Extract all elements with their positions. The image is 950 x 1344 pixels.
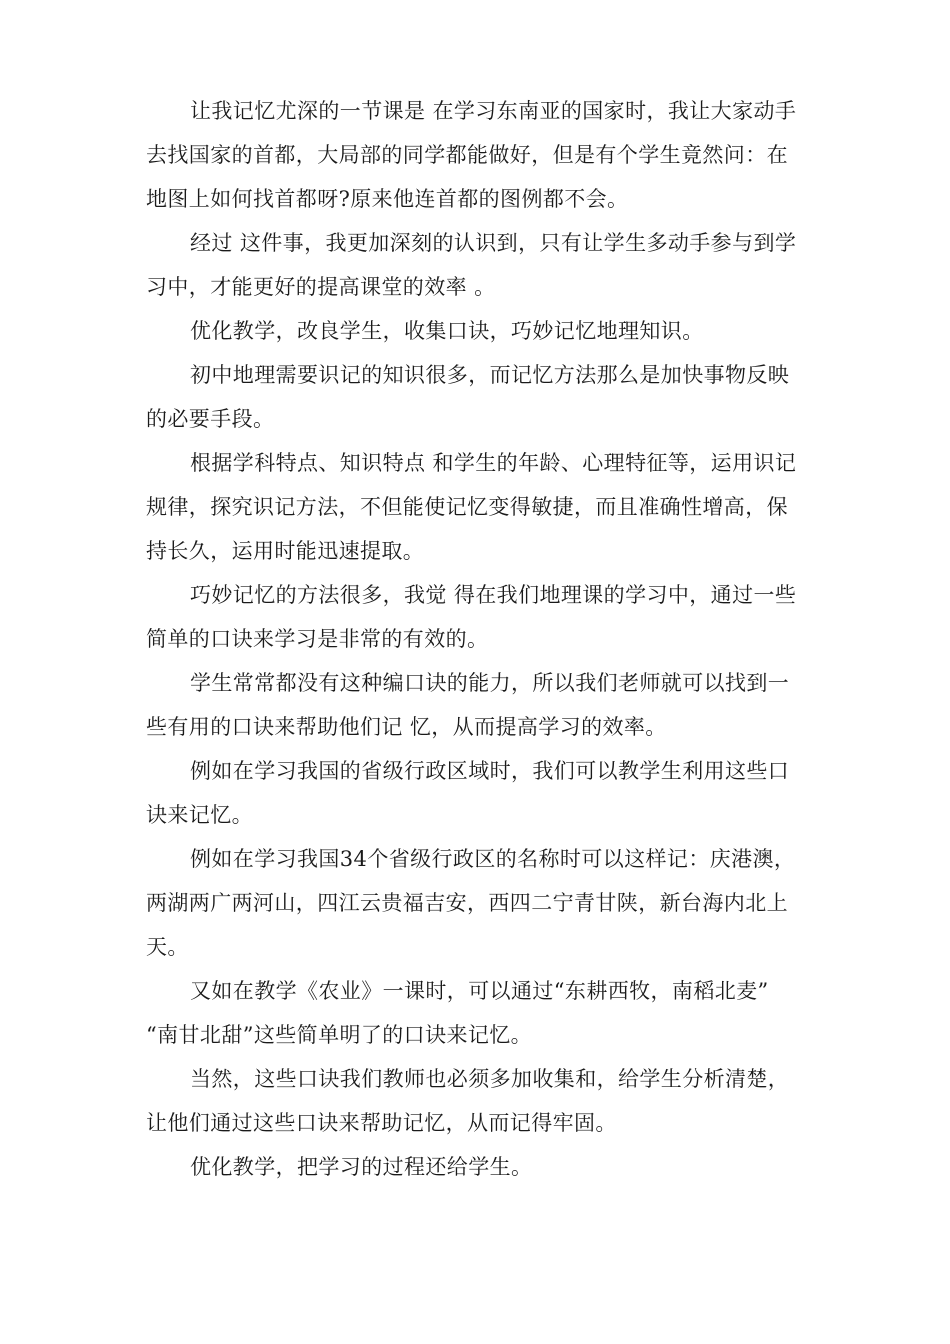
paragraph-9: 例如在学习我国34个省级行政区的名称时可以这样记：庆港澳，两湖两广两河山，四江云贵福吉安，西四二宁青甘陕，新台海内北上天。 [146,847,796,959]
paragraph-7: 学生常常都没有这种编口诀的能力，所以我们老师就可以找到一些有用的口诀来帮助他们记 忆，从而提高学习的效率。 [146,671,790,739]
paragraph-5: 根据学科特点、知识特点 和学生的年龄、心理特征等，运用识记规律，探究识记方法，不但能使记忆变得敏捷，而且准确性增高，保持长久，运用时能迅速提取。 [146,451,797,563]
paragraph-12: 优化教学，把学习的过程还给学生。 [190,1155,533,1179]
paragraph-6: 巧妙记忆的方法很多，我觉 得在我们地理课的学习中，通过一些简单的口诀来学习是非常的有效的。 [146,583,797,651]
paragraph-10: 又如在教学《农业》一课时，可以通过“东耕西牧，南稻北麦” “南甘北甜”这些简单明了的口诀来记忆。 [146,979,776,1047]
paragraph-1: 让我记忆尤深的一节课是 在学习东南亚的国家时，我让大家动手去找国家的首都，大局部的同学都能做好，但是有个学生竟然问：在地图上如何找首都呀?原来他连首都的图例都不会。 [146,99,797,211]
paragraph-11: 当然，这些口诀我们教师也必须多加收集和，给学生分析清楚，让他们通过这些口诀来帮助记忆，从而记得牢固。 [146,1067,790,1135]
paragraph-3: 优化教学，改良学生，收集口诀，巧妙记忆地理知识。 [190,319,704,343]
paragraph-4: 初中地理需要识记的知识很多，而记忆方法那么是加快事物反映的必要手段。 [146,363,790,431]
document-body [146,89,808,1189]
paragraph-8: 例如在学习我国的省级行政区域时，我们可以教学生利用这些口诀来记忆。 [146,759,790,827]
paragraph-2: 经过 这件事，我更加深刻的认识到，只有让学生多动手参与到学习中，才能更好的提高课堂的效率 。 [146,231,797,299]
